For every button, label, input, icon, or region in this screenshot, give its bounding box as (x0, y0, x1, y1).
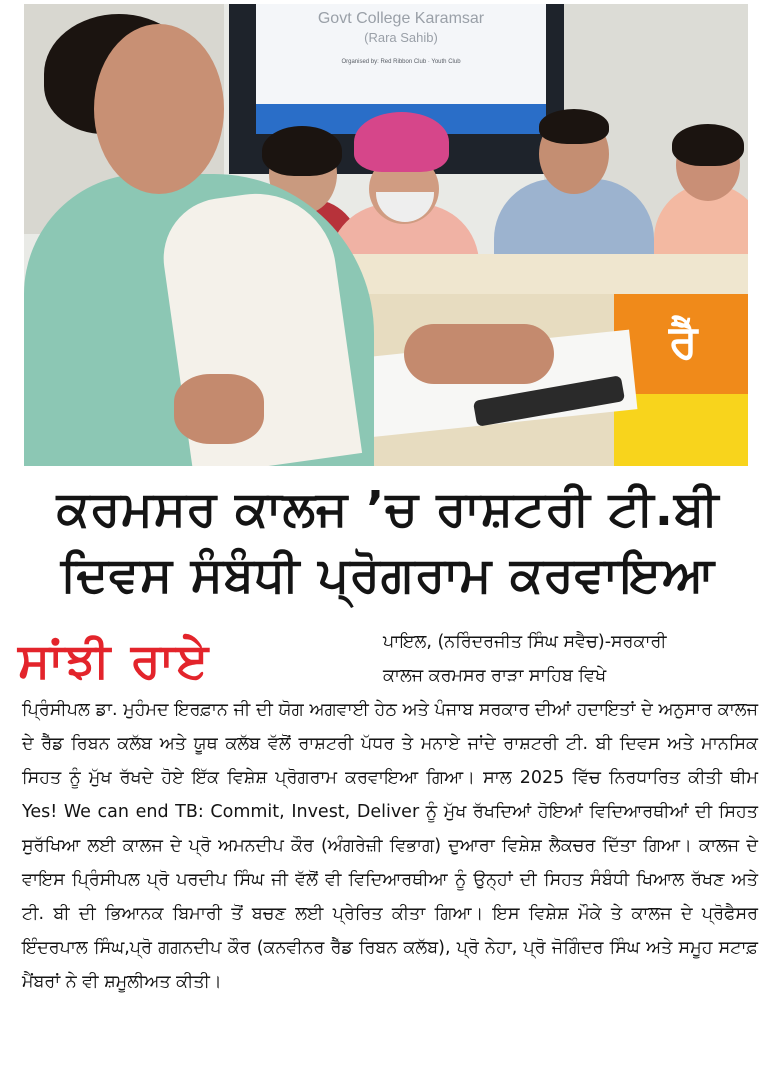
byline-line-2: ਕਾਲਜ ਕਰਮਸਰ ਰਾੜਾ ਸਾਹਿਬ ਵਿਖੇ (383, 666, 607, 686)
news-photo (24, 4, 748, 466)
headline (18, 476, 758, 608)
speaker-head (94, 24, 224, 194)
panelist-4-hair (672, 124, 744, 166)
screen-subtitle: (Rara Sahib) (364, 30, 438, 45)
panelist-1-hair (262, 126, 342, 176)
article-body (22, 693, 758, 999)
screen-small-text: Organised by: Red Ribbon Club · Youth Club (341, 59, 461, 65)
speaker-hand (174, 374, 264, 444)
panelist-3-hair (539, 109, 609, 144)
banner-text: ਰੈੱ (669, 314, 698, 368)
screen-title: Govt College Karamsar (317, 10, 485, 27)
newspaper-brand: ਸਾਂਝੀ ਰਾਏ (18, 633, 211, 689)
article-paragraph: ਪ੍ਰਿੰਸੀਪਲ ਡਾ. ਮੁਹੰਮਦ ਇਰਫ਼ਾਨ ਜੀ ਦੀ ਯੋਗ ਅਗਵਾਈ ਹੇਠ ਅਤੇ ਪੰਜਾਬ ਸਰਕਾਰ ਦੀਆਂ ਹਦਾਇਤਾਂ ਦੇ ਅਨੁਸਾਰ ਕਾਲਜ ਦੇ ਰੈੱਡ ਰਿਬਨ ਕਲੱਬ ਅਤੇ ਯੂਥ ਕਲੱਬ ਵੱਲੋਂ ਰਾਸ਼ਟਰੀ ਪੱਧਰ ਤੇ ਮਨਾਏ ਜਾਂਦੇ ਰਾਸ਼ਟਰੀ ਟੀ. ਬੀ ਦਿਵਸ ਅਤੇ ਮਾਨਸਿਕ ਸਿਹਤ ਨੂੰ ਮੁੱਖ ਰੱਖਦੇ ਹੋਏ ਇੱਕ ਵਿਸ਼ੇਸ਼ ਪ੍ਰੋਗਰਾਮ ਕਰਵਾਇਆ ਗਿਆ। ਸਾਲ 2025 ਵਿੱਚ ਨਿਰਧਾਰਿਤ ਕੀਤੀ ਥੀਮ Yes! We can end TB: Commit, Invest, Deliver ਨੂੰ ਮੁੱਖ ਰੱਖਦਿਆਂ ਹੋਇਆਂ ਵਿਦਿਆਰਥੀਆਂ ਦੀ ਸਿਹਤ ਸੁਰੱਖਿਆ ਲਈ ਕਾਲਜ ਦੇ ਪ੍ਰੋ ਅਮਨਦੀਪ ਕੌਰ (ਅੰਗਰੇਜ਼ੀ ਵਿਭਾਗ) ਦੁਆਰਾ ਵਿਸ਼ੇਸ਼ ਲੈਕਚਰ ਦਿੱਤਾ ਗਿਆ। ਕਾਲਜ ਦੇ ਵਾਇਸ ਪ੍ਰਿੰਸੀਪਲ ਪ੍ਰੋ ਪਰਦੀਪ ਸਿੰਘ ਜੀ ਵੱਲੋਂ ਵੀ ਵਿਦਿਆਰਥੀਆ ਨੂੰ ਉਨ੍ਹਾਂ ਦੀ ਸਿਹਤ ਸੰਬੰਧੀ ਖਿਆਲ ਰੱਖਣ ਅਤੇ ਟੀ. ਬੀ ਦੀ ਭਿਆਨਕ ਬਿਮਾਰੀ ਤੋਂ ਬਚਣ ਲਈ ਪ੍ਰੇਰਿਤ ਕੀਤਾ ਗਿਆ। ਇਸ ਵਿਸ਼ੇਸ਼ ਮੌਕੇ ਤੇ ਕਾਲਜ ਦੇ ਪ੍ਰੋਫੈਸਰ ਇੰਦਰਪਾਲ ਸਿੰਘ,ਪ੍ਰੋ ਗਗਨਦੀਪ ਕੌਰ (ਕਨਵੀਨਰ ਰੈੱਡ ਰਿਬਨ ਕਲੱਬ), ਪ੍ਰੋ ਨੇਹਾ, ਪ੍ਰੋ ਜੋਗਿੰਦਰ ਸਿੰਘ ਅਤੇ ਸਮੂਹ ਸਟਾਫ਼ ਮੈਂਬਰਾਂ ਨੇ ਵੀ ਸ਼ਮੂਲੀਅਤ ਕੀਤੀ। (22, 700, 758, 992)
byline (383, 625, 755, 693)
byline-line-1: ਪਾਇਲ, (ਨਰਿੰਦਰਜੀਤ ਸਿੰਘ ਸਵੈਚ)-ਸਰਕਾਰੀ (383, 632, 667, 652)
panelist-2-turban (354, 112, 449, 172)
headline-line-1: ਕਰਮਸਰ ਕਾਲਜ ’ਚ ਰਾਸ਼ਟਰੀ ਟੀ.ਬੀ (56, 481, 720, 537)
headline-line-2: ਦਿਵਸ ਸੰਬੰਧੀ ਪ੍ਰੋਗਰਾਮ ਕਰਵਾਇਆ (60, 547, 716, 603)
projector-screen (256, 4, 546, 104)
speaker-hand (404, 324, 554, 384)
